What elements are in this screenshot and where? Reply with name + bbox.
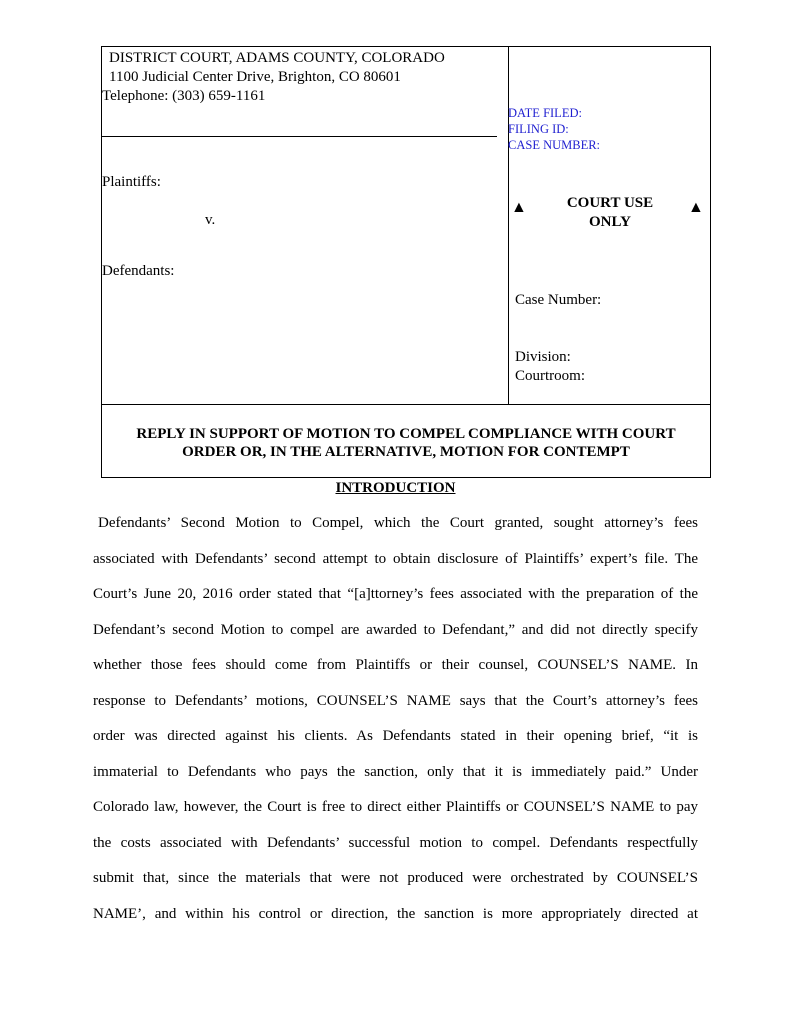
- document-title-line2: ORDER OR, IN THE ALTERNATIVE, MOTION FOR CONTEMPT: [182, 444, 630, 460]
- plaintiffs-label: Plaintiffs:: [102, 174, 161, 190]
- case-caption-box: [101, 46, 711, 478]
- court-use-only-block: [508, 193, 712, 237]
- caption-left-divider: [102, 136, 497, 137]
- body-line: Defendant’s second Motion to compel are awarded to Defendant,” and did not directly specify: [93, 621, 698, 638]
- body-line: whether those fees should come from Plaintiffs or their counsel, COUNSEL’S NAME. In: [93, 657, 698, 673]
- versus-label: v.: [205, 212, 216, 228]
- body-line: the costs associated with Defendants’ successful motion to compel. Defendants respectfully: [93, 834, 698, 851]
- case-number-field-label: CASE NUMBER:: [508, 138, 601, 152]
- triangle-up-icon: ▲: [511, 199, 527, 216]
- courtroom-label: Courtroom:: [515, 368, 585, 384]
- body-line: Colorado law, however, the Court is free to direct either Plaintiffs or COUNSEL’S NAME to pay: [93, 799, 698, 815]
- body-line: submit that, since the materials that were not produced were orchestrated by COUNSEL’S: [93, 870, 698, 886]
- body-line: immaterial to Defendants who pays the sanction, only that it is immediately paid.” Under: [93, 763, 698, 780]
- filing-info: [508, 105, 600, 153]
- introduction-heading: INTRODUCTION: [335, 480, 456, 496]
- filing-id-label: FILING ID:: [508, 122, 569, 136]
- court-use-line1: COURT USE: [566, 195, 654, 211]
- date-filed-label: DATE FILED:: [508, 106, 582, 120]
- court-address: 1100 Judicial Center Drive, Brighton, CO 80601: [109, 69, 401, 85]
- defendants-label: Defendants:: [102, 263, 175, 279]
- case-number-label: Case Number:: [515, 292, 602, 308]
- body-line: associated with Defendants’ second attempt to obtain disclosure of Plaintiffs’ expert’s file. The: [93, 550, 698, 567]
- court-name: DISTRICT COURT, ADAMS COUNTY, COLORADO: [109, 50, 445, 66]
- caption-title-divider: [102, 404, 710, 405]
- court-use-line2: ONLY: [589, 214, 631, 230]
- division-label: Division:: [515, 349, 571, 365]
- introduction-body: [93, 506, 698, 932]
- body-line: response to Defendants’ motions, COUNSEL’S NAME says that the Court’s attorney’s fees: [93, 692, 698, 709]
- court-use-only-label: [548, 194, 672, 232]
- body-line: NAME’, and within his control or direction, the sanction is more appropriately directed at: [93, 905, 698, 922]
- body-line: order was directed against his clients. As Defendants stated in their opening brief, “it is: [93, 728, 698, 744]
- triangle-up-icon: ▲: [688, 199, 704, 216]
- document-title-line1: REPLY IN SUPPORT OF MOTION TO COMPEL COMPLIANCE WITH COURT: [136, 426, 676, 442]
- court-phone: Telephone: (303) 659-1161: [102, 88, 266, 104]
- body-line: Court’s June 20, 2016 order stated that “[a]ttorney’s fees associated with the preparation of the: [93, 586, 698, 602]
- document-title: [102, 425, 710, 461]
- body-line: Defendants’ Second Motion to Compel, which the Court granted, sought attorney’s fees: [98, 515, 698, 531]
